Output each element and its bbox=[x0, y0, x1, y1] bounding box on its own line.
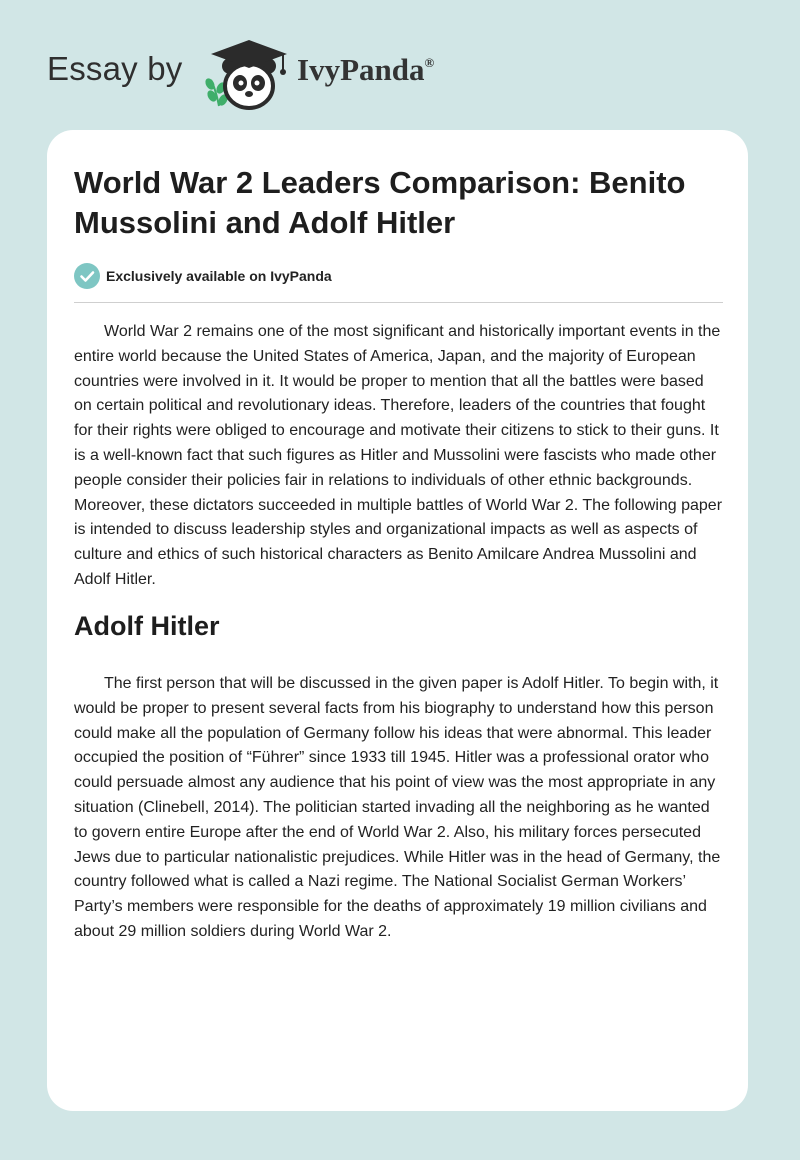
essay-title: World War 2 Leaders Comparison: Benito Mussolini and Adolf Hitler bbox=[74, 165, 686, 240]
intro-paragraph: World War 2 remains one of the most significant and historically important events in the entire world because the United States of America, Japan, and the majority of European countries were involved in it. It would be proper to mention that all the battles were based on certain political and revolutionary ideas. Therefore, leaders of the countries that fought for their rights were obliged to encourage and motivate their citizens to stick to their guns. It is a well-known fact that such figures as Hitler and Mussolini were fascists who made other people consider their policies fair in relations to individuals of other ethnic backgrounds. Moreover, these dictators succeeded in multiple battles of World War 2. The following paper is intended to discuss leadership styles and organizational impacts as well as aspects of culture and ethics of such historical characters as Benito Amilcare Andrea Mussolini and Adolf Hitler. bbox=[74, 323, 723, 588]
brand-name[interactable]: IvyPanda® bbox=[297, 52, 435, 87]
exclusive-badge bbox=[74, 263, 474, 289]
site-header bbox=[47, 34, 487, 114]
check-circle-icon bbox=[74, 263, 100, 289]
essay-by-label: Essay by bbox=[47, 50, 183, 87]
section-heading: Adolf Hitler bbox=[74, 611, 220, 641]
panda-graduate-icon[interactable] bbox=[201, 36, 295, 112]
section-paragraph: The first person that will be discussed in the given paper is Adolf Hitler. To begin with, it would be proper to present several facts from his biography to understand how this person could make all the population of Germany follow his ideas that were abnormal. This leader occupied the position of “Führer” since 1933 till 1945. Hitler was a professional orator who could persuade almost any audience that his point of view was the most appropriate in any situation (Clinebell, 2014). The politician started invading all the neighboring as he wanted to govern entire Europe after the end of World War 2. Also, his military forces persecuted Jews due to particular nationalistic prejudices. While Hitler was in the head of Germany, the country followed what is called a Nazi regime. The National Socialist German Workers’ Party’s members were responsible for the deaths of approximately 19 million civilians and about 29 million soldiers during World War 2. bbox=[74, 675, 721, 940]
exclusive-badge-label: Exclusively available on IvyPanda bbox=[106, 268, 332, 284]
title-divider bbox=[74, 302, 723, 303]
essay-card bbox=[47, 130, 748, 1111]
